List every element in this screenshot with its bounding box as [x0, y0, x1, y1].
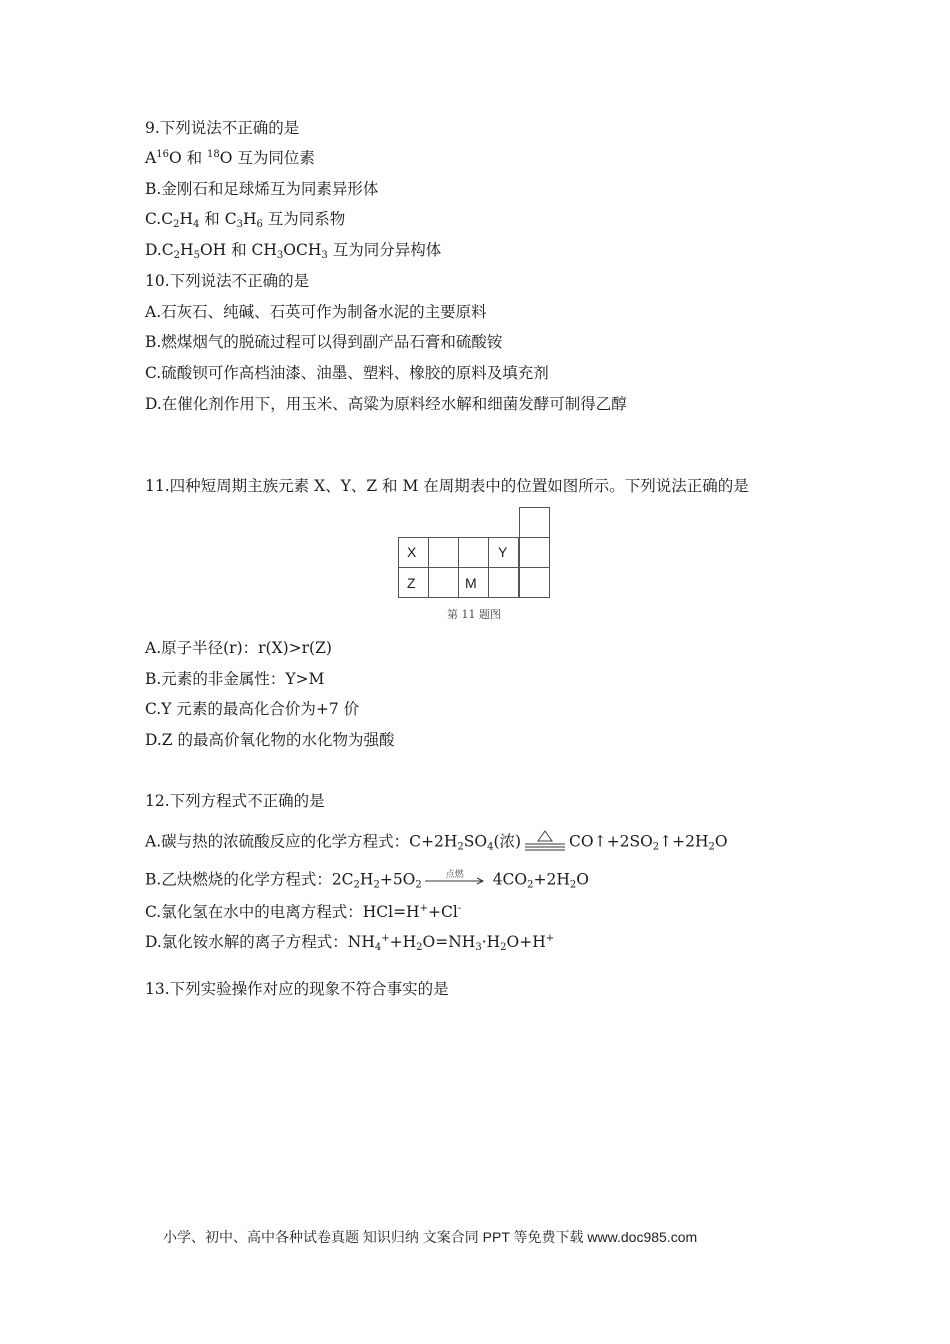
q10-option-c: C.硫酸钡可作高档油漆、油墨、塑料、橡胶的原料及填充剂: [145, 364, 549, 382]
element-z-label: Z: [407, 575, 416, 591]
ignition-arrow: [424, 869, 486, 892]
q10-option-a: A.石灰石、纯碱、石英可作为制备水泥的主要原料: [145, 303, 487, 321]
q11-option-d: D.Z 的最高价氧化物的水化物为强酸: [145, 731, 395, 749]
q11-stem: 11.四种短周期主族元素 X、Y、Z 和 M 在周期表中的位置如图所示。下列说法正确的是: [145, 477, 749, 495]
q12-stem: 12.下列方程式不正确的是: [145, 792, 325, 810]
element-y-label: Y: [498, 544, 508, 560]
q9-option-a: $A^{16}O$ 和 $^{18}$O 互为同位素: [145, 149, 315, 167]
q11-option-b: B.元素的非金属性：Y>M: [145, 670, 325, 688]
q10-option-d: D.在催化剂作用下，用玉米、高粱为原料经水解和细菌发酵可制得乙醇: [145, 395, 627, 413]
q12-option-c: C.氯化氢在水中的电离方程式：HCl=H++Cl-: [145, 903, 462, 921]
q9-option-c: $C.C_2H_4$ 和 $C_3H_6$ 互为同系物: [145, 210, 346, 230]
q10-option-b: B.燃煤烟气的脱硫过程可以得到副产品石膏和硫酸铵: [145, 333, 503, 351]
q12-option-d: D.氯化铵水解的离子方程式：$NH_4^++H_2O=NH_3\cdot H_2O+H^+$: [145, 933, 555, 953]
element-m-label: M: [465, 575, 477, 591]
q11-option-a: A.原子半径(r)：r(X)>r(Z): [145, 639, 332, 657]
q11-option-c: C.Y 元素的最高化合价为+7 价: [145, 700, 360, 718]
q9-option-d: $D.C_2H_5OH$ 和 $CH_3OCH_3$ 互为同分异构体: [145, 241, 442, 261]
q12-option-a: A.碳与热的浓硫酸反应的化学方程式：$C+2H_2SO_4$(浓) $CO↑+2SO_2↑+2H_2O$: [145, 829, 728, 856]
figure-caption: 第 11 题图: [447, 608, 501, 621]
q12-option-b: B.乙炔燃烧的化学方程式：$2C_2H_2+5O_2$ 点燃 $4CO_2+2H_2O$: [145, 869, 589, 892]
q10-stem: 10.下列说法不正确的是: [145, 272, 310, 290]
ignition-condition-label: 点燃: [445, 870, 464, 880]
q9-option-b: B.金刚石和足球烯互为同素异形体: [145, 180, 379, 198]
periodic-table-figure: [398, 507, 550, 603]
element-x-label: X: [407, 544, 417, 560]
heating-condition-symbol: [523, 829, 567, 856]
q13-stem: 13.下列实验操作对应的现象不符合事实的是: [145, 980, 449, 998]
q9-stem: 9.下列说法不正确的是: [145, 119, 300, 137]
page-footer: 小学、初中、高中各种试卷真题 知识归纳 文案合同 PPT 等免费下载 www.doc985.com: [163, 1229, 698, 1245]
